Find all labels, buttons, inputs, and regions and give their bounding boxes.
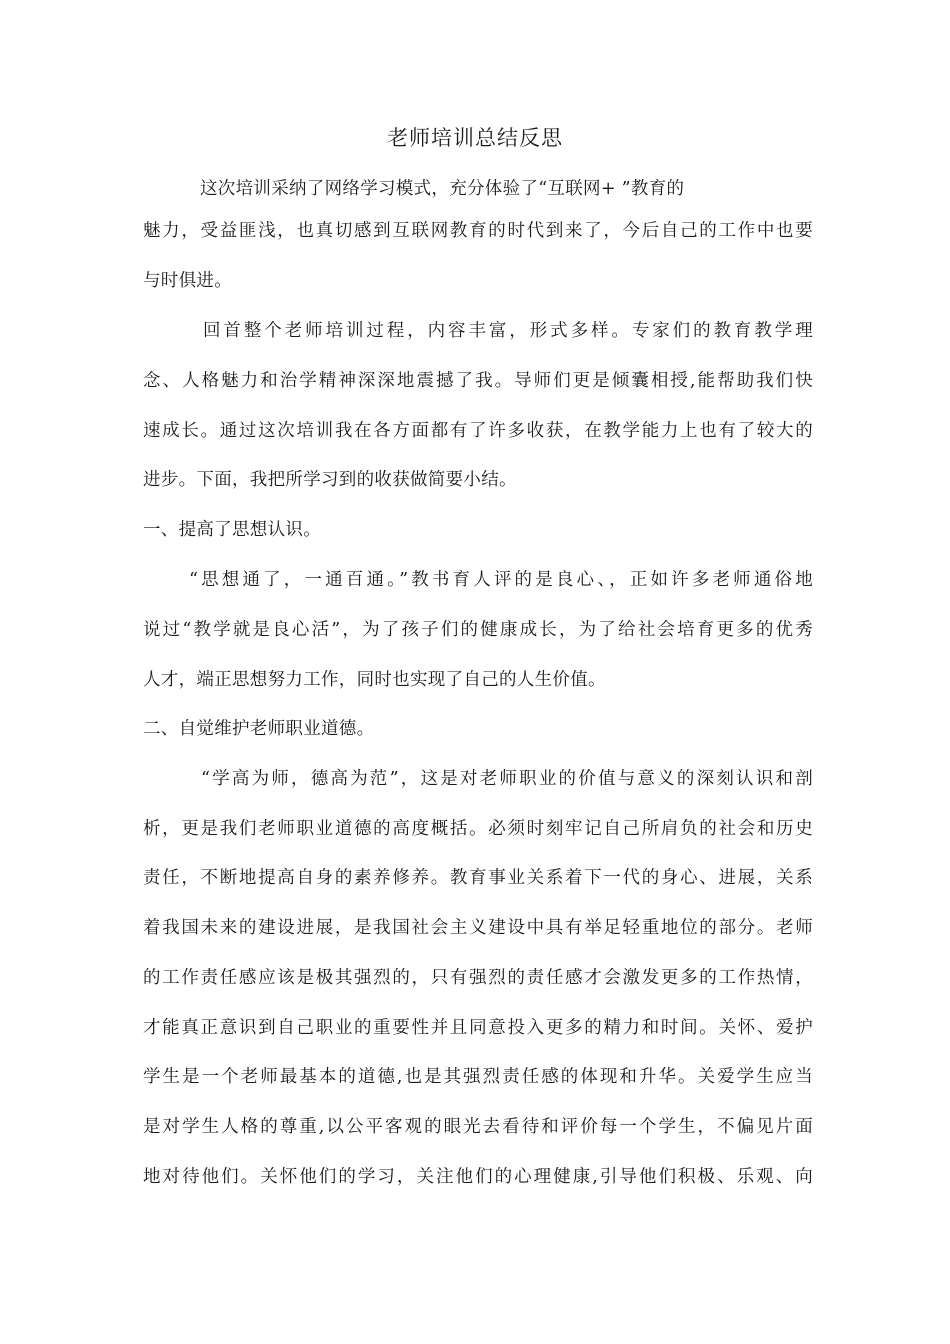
paragraph-line: 的工作责任感应该是极其强烈的，只有强烈的责任感才会激发更多的工作热情， bbox=[143, 968, 813, 988]
paragraph-line: 回首整个老师培训过程，内容丰富，形式多样。专家们的教育教学理 bbox=[203, 321, 813, 341]
paragraph-line: 责任，不断地提高自身的素养修养。教育事业关系着下一代的身心、进展，关系 bbox=[143, 868, 813, 888]
paragraph-line: 说过“教学就是良心活”，为了孩子们的健康成长，为了给社会培育更多的优秀 bbox=[143, 620, 813, 640]
section-heading: 二、自觉维护老师职业道德。 bbox=[143, 719, 375, 739]
paragraph-line: 与时俱进。 bbox=[143, 271, 232, 291]
paragraph-line: “思想通了，一通百通。”教书育人评的是良心、，正如许多老师通俗地 bbox=[189, 570, 813, 590]
paragraph-line: “学高为师，德高为范”，这是对老师职业的价值与意义的深刻认识和剖 bbox=[201, 769, 813, 789]
paragraph-line: 念、人格魅力和治学精神深深地震撼了我。导师们更是倾囊相授,能帮助我们快 bbox=[143, 371, 813, 391]
paragraph-line: 速成长。通过这次培训我在各方面都有了许多收获，在教学能力上也有了较大的 bbox=[143, 421, 813, 441]
paragraph-line: 是对学生人格的尊重,以公平客观的眼光去看待和评价每一个学生，不偏见片面 bbox=[143, 1117, 813, 1137]
paragraph-line: 学生是一个老师最基本的道德,也是其强烈责任感的体现和升华。关爱学生应当 bbox=[143, 1067, 813, 1087]
document-title: 老师培训总结反思 bbox=[387, 126, 563, 150]
paragraph-line: 着我国未来的建设进展，是我国社会主义建设中具有举足轻重地位的部分。老师 bbox=[143, 918, 813, 938]
paragraph-line: 析，更是我们老师职业道德的高度概括。必须时刻牢记自己所肩负的社会和历史 bbox=[143, 819, 813, 839]
paragraph-line: 人才，端正思想努力工作，同时也实现了自己的人生价值。 bbox=[143, 670, 606, 690]
section-heading: 一、提高了思想认识。 bbox=[143, 520, 321, 540]
paragraph-line: 地对待他们。关怀他们的学习，关注他们的心理健康,引导他们积极、乐观、向 bbox=[143, 1167, 813, 1187]
paragraph-line: 进步。下面，我把所学习到的收获做简要小结。 bbox=[143, 470, 517, 490]
paragraph-line: 才能真正意识到自己职业的重要性并且同意投入更多的精力和时间。关怀、爱护 bbox=[143, 1018, 813, 1038]
paragraph-line: 魅力，受益匪浅，也真切感到互联网教育的时代到来了，今后自己的工作中也要 bbox=[143, 221, 813, 241]
paragraph-line: 这次培训采纳了网络学习模式，充分体验了“互联网+ ”教育的 bbox=[200, 179, 685, 199]
